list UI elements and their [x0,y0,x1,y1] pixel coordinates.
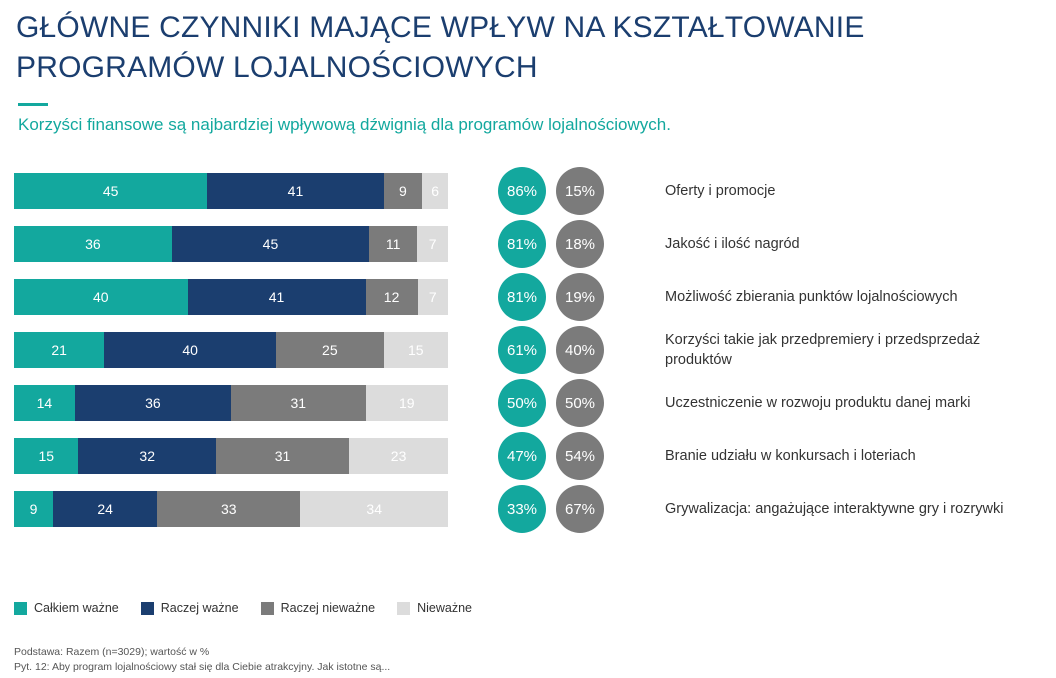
chart-legend [14,601,1014,615]
negative-percent-badge: 19% [556,273,604,321]
bar-segment: 21 [14,332,104,368]
chart-row [0,271,1056,324]
summary-circles [498,485,628,533]
bar-segment: 12 [366,279,418,315]
bar-segment: 36 [14,226,172,262]
legend-label: Raczej ważne [160,601,239,615]
bar-segment: 15 [14,438,78,474]
footnote-line-2: Pyt. 12: Aby program lojalnościowy stał się dla Ciebie atrakcyjny. Jak istotne są... [14,661,391,674]
bar-segment: 6 [422,173,448,209]
page-subtitle: Korzyści finansowe są najbardziej wpływową dźwignią dla programów lojalnościowych. [18,115,671,134]
category-label: Grywalizacja: angażujące interaktywne gry i rozrywki [665,500,1004,517]
bar-segment: 45 [172,226,369,262]
negative-percent-badge: 54% [556,432,604,480]
summary-circles [498,273,628,321]
category-label: Uczestniczenie w rozwoju produktu danej marki [665,394,971,411]
bar-segment: 41 [188,279,366,315]
summary-circles [498,326,628,374]
legend-label: Całkiem ważne [34,601,119,615]
legend-item [141,601,239,615]
positive-percent-badge: 61% [498,326,546,374]
chart-row [0,483,1056,536]
bar-segment: 7 [417,226,448,262]
title-divider [18,103,48,106]
bar-segment: 34 [300,491,448,527]
stacked-bar-chart [0,165,1056,536]
positive-percent-badge: 81% [498,220,546,268]
bar-segment: 45 [14,173,207,209]
bar-segment: 33 [157,491,300,527]
stacked-bar [14,173,448,209]
category-label: Oferty i promocje [665,182,776,199]
negative-percent-badge: 15% [556,167,604,215]
legend-swatch-icon [141,602,154,615]
summary-circles [498,432,628,480]
negative-percent-badge: 50% [556,379,604,427]
negative-percent-badge: 18% [556,220,604,268]
bar-segment: 9 [384,173,423,209]
bar-segment: 31 [216,438,349,474]
legend-label: Nieważne [417,601,472,615]
bar-segment: 32 [78,438,216,474]
stacked-bar [14,226,448,262]
page-title: GŁÓWNE CZYNNIKI MAJĄCE WPŁYW NA KSZTAŁTOWANIE PROGRAMÓW LOJALNOŚCIOWYCH [16,11,865,84]
chart-footnote [14,645,1014,675]
summary-circles [498,379,628,427]
category-label: Jakość i ilość nagród [665,235,800,252]
category-label: Branie udziału w konkursach i loteriach [665,447,916,464]
bar-segment: 25 [276,332,383,368]
summary-circles [498,167,628,215]
legend-swatch-icon [14,602,27,615]
chart-row [0,430,1056,483]
positive-percent-badge: 50% [498,379,546,427]
bar-segment: 40 [14,279,188,315]
bar-segment: 19 [366,385,448,421]
bar-segment: 40 [104,332,276,368]
legend-swatch-icon [397,602,410,615]
chart-row [0,377,1056,430]
bar-segment: 23 [349,438,448,474]
chart-row [0,218,1056,271]
chart-row [0,324,1056,377]
positive-percent-badge: 81% [498,273,546,321]
bar-segment: 15 [384,332,448,368]
category-label: Korzyści takie jak przedpremiery i przedsprzedaż produktów [665,331,981,368]
positive-percent-badge: 47% [498,432,546,480]
chart-row [0,165,1056,218]
bar-segment: 36 [75,385,231,421]
stacked-bar [14,491,448,527]
bar-segment: 14 [14,385,75,421]
stacked-bar [14,279,448,315]
stacked-bar [14,332,448,368]
positive-percent-badge: 33% [498,485,546,533]
stacked-bar [14,438,448,474]
bar-segment: 41 [207,173,383,209]
legend-item [261,601,376,615]
legend-item [397,601,472,615]
category-label: Możliwość zbierania punktów lojalnościowych [665,288,958,305]
legend-swatch-icon [261,602,274,615]
bar-segment: 9 [14,491,53,527]
summary-circles [498,220,628,268]
bar-segment: 7 [418,279,448,315]
legend-item [14,601,119,615]
bar-segment: 24 [53,491,157,527]
bar-segment: 31 [231,385,366,421]
stacked-bar [14,385,448,421]
negative-percent-badge: 40% [556,326,604,374]
positive-percent-badge: 86% [498,167,546,215]
footnote-line-1: Podstawa: Razem (n=3029); wartość w % [14,646,210,658]
bar-segment: 11 [369,226,417,262]
legend-label: Raczej nieważne [280,601,376,615]
negative-percent-badge: 67% [556,485,604,533]
